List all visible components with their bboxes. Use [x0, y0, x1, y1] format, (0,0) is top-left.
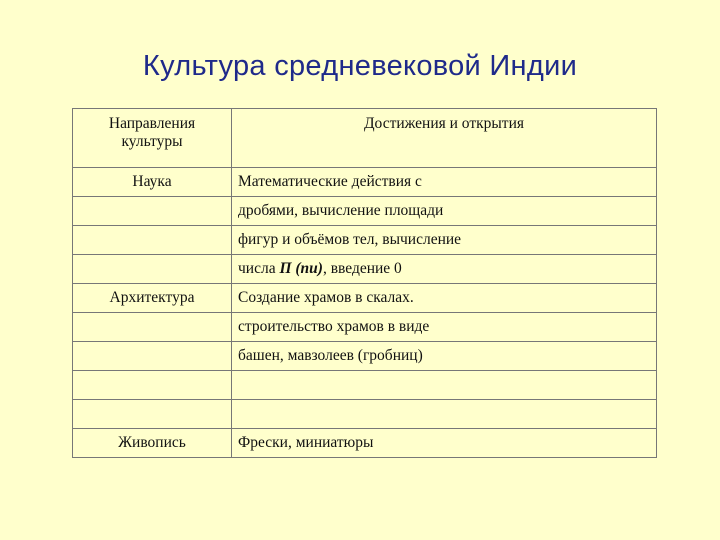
cell-direction: Наука	[73, 168, 232, 197]
pi-text: П (пи)	[279, 260, 323, 277]
cell-direction	[73, 371, 232, 400]
cell-direction	[73, 400, 232, 429]
text-run: , введение 0	[322, 260, 402, 277]
table-row	[73, 371, 657, 400]
header-achievements: Достижения и открытия	[232, 109, 657, 168]
table-row	[73, 168, 657, 197]
cell-achievement	[232, 371, 657, 400]
cell-achievement: дробями, вычисление площади	[232, 197, 657, 226]
cell-achievement	[232, 400, 657, 429]
cell-achievement: фигур и объёмов тел, вычисление	[232, 226, 657, 255]
cell-achievement: Создание храмов в скалах.	[232, 284, 657, 313]
table-row	[73, 400, 657, 429]
table-row	[73, 255, 657, 284]
cell-direction: Живопись	[73, 429, 232, 458]
table-row	[73, 342, 657, 371]
cell-achievement: башен, мавзолеев (гробниц)	[232, 342, 657, 371]
text-run: числа	[238, 260, 280, 277]
table-row	[73, 429, 657, 458]
cell-direction	[73, 197, 232, 226]
cell-direction	[73, 313, 232, 342]
cell-achievement: Фрески, миниатюры	[232, 429, 657, 458]
table-header-row	[73, 109, 657, 168]
table-row	[73, 197, 657, 226]
cell-direction	[73, 255, 232, 284]
header-directions: Направления культуры	[73, 109, 232, 168]
cell-direction	[73, 226, 232, 255]
cell-achievement: Математические действия с	[232, 168, 657, 197]
table-row	[73, 313, 657, 342]
cell-direction	[73, 342, 232, 371]
table-row	[73, 226, 657, 255]
cell-achievement: строительство храмов в виде	[232, 313, 657, 342]
table-row	[73, 284, 657, 313]
cell-direction: Архитектура	[73, 284, 232, 313]
cell-achievement	[232, 255, 657, 284]
page-title: Культура средневековой Индии	[142, 50, 578, 82]
culture-table	[72, 108, 657, 458]
